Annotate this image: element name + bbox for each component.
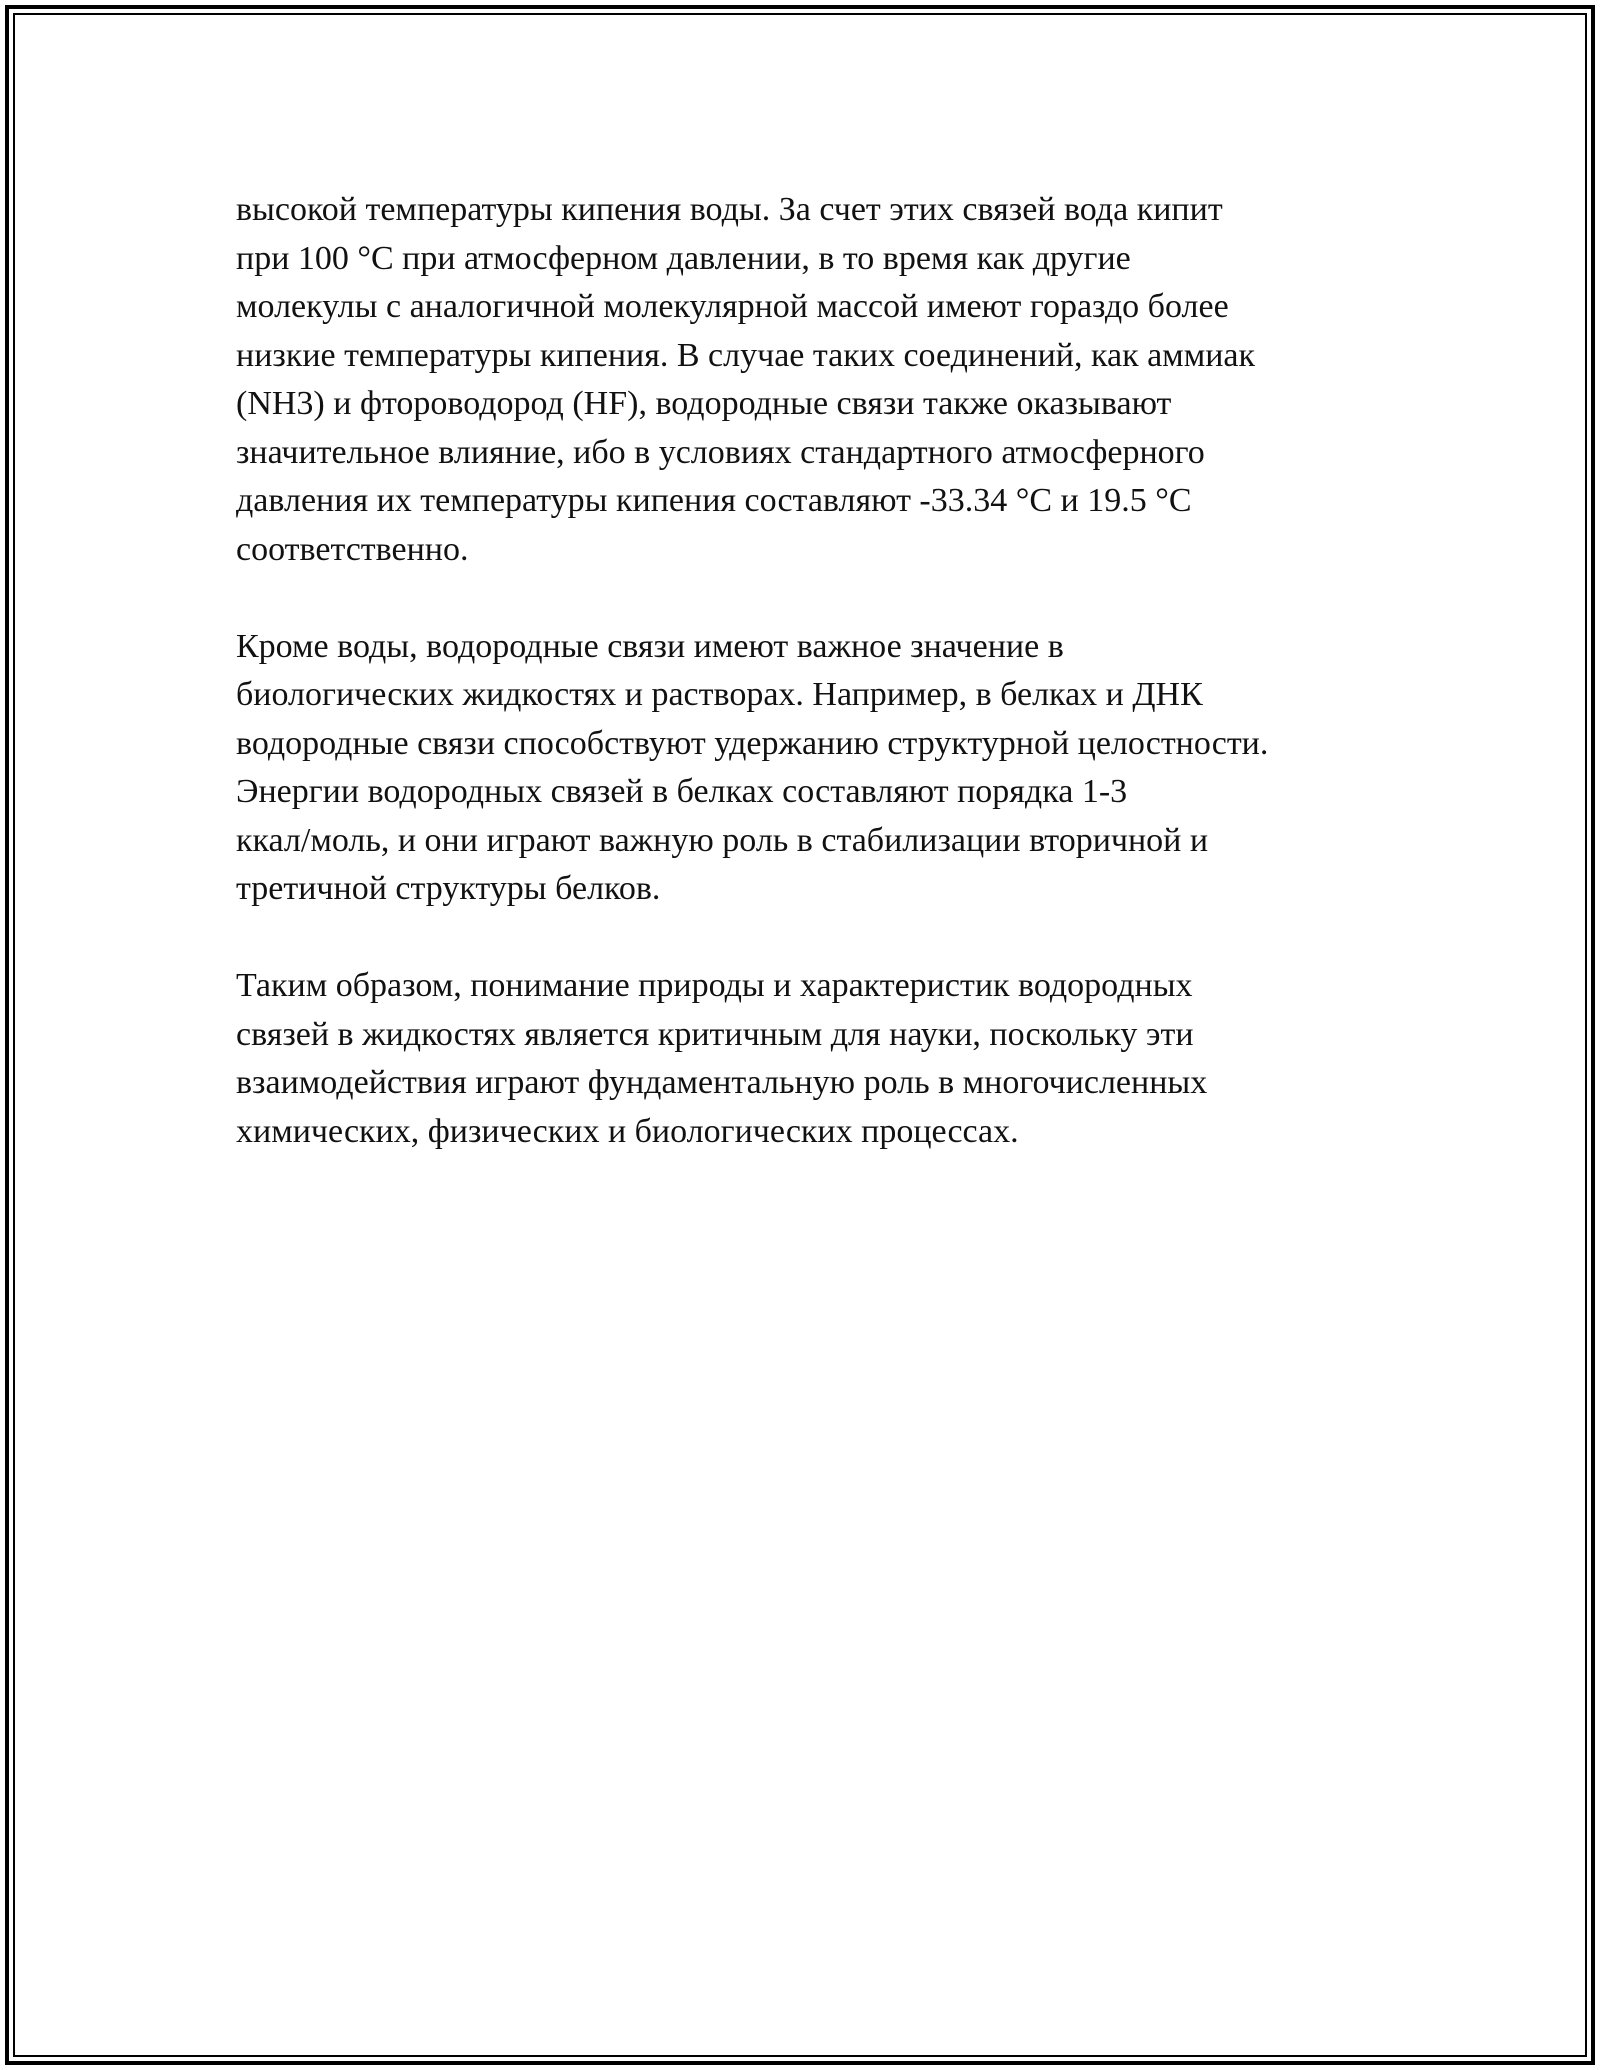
text-line: Энергии водородных связей в белках составляют порядка 1-3 (236, 773, 1128, 810)
document-body (236, 186, 1366, 1205)
paragraph-conclusion (236, 962, 1366, 1156)
text-line: давления их температуры кипения составляют -33.34 °C и 19.5 °C (236, 482, 1192, 519)
text-line: при 100 °C при атмосферном давлении, в то время как другие (236, 239, 1131, 277)
text-line: ккал/моль, и они играют важную роль в стабилизации вторичной и (236, 821, 1209, 859)
paragraph-biological (236, 623, 1366, 914)
text-line: Кроме воды, водородные связи имеют важное значение в (236, 627, 1064, 665)
text-line: биологических жидкостях и растворах. Например, в белках и ДНК (236, 676, 1203, 713)
text-line: взаимодействия играют фундаментальную роль в многочисленных (236, 1064, 1208, 1101)
text-line: высокой температуры кипения воды. За счет этих связей вода кипит (236, 191, 1223, 228)
paragraph-water-boiling (236, 186, 1366, 574)
text-line: низкие температуры кипения. В случае таких соединений, как аммиак (236, 336, 1256, 374)
text-line: Таким образом, понимание природы и характеристик водородных (236, 967, 1193, 1004)
text-line: третичной структуры белков. (236, 870, 661, 907)
text-line: (NH3) и фтороводород (HF), водородные связи также оказывают (236, 385, 1172, 422)
text-line: связей в жидкостях является критичным для науки, поскольку эти (236, 1015, 1194, 1053)
text-line: химических, физических и биологических процессах. (236, 1112, 1019, 1150)
text-line: соответственно. (236, 530, 469, 568)
text-line: значительное влияние, ибо в условиях стандартного атмосферного (236, 433, 1205, 471)
text-line: водородные связи способствуют удержанию структурной целостности. (236, 724, 1269, 762)
text-line: молекулы с аналогичной молекулярной массой имеют гораздо более (236, 288, 1229, 325)
